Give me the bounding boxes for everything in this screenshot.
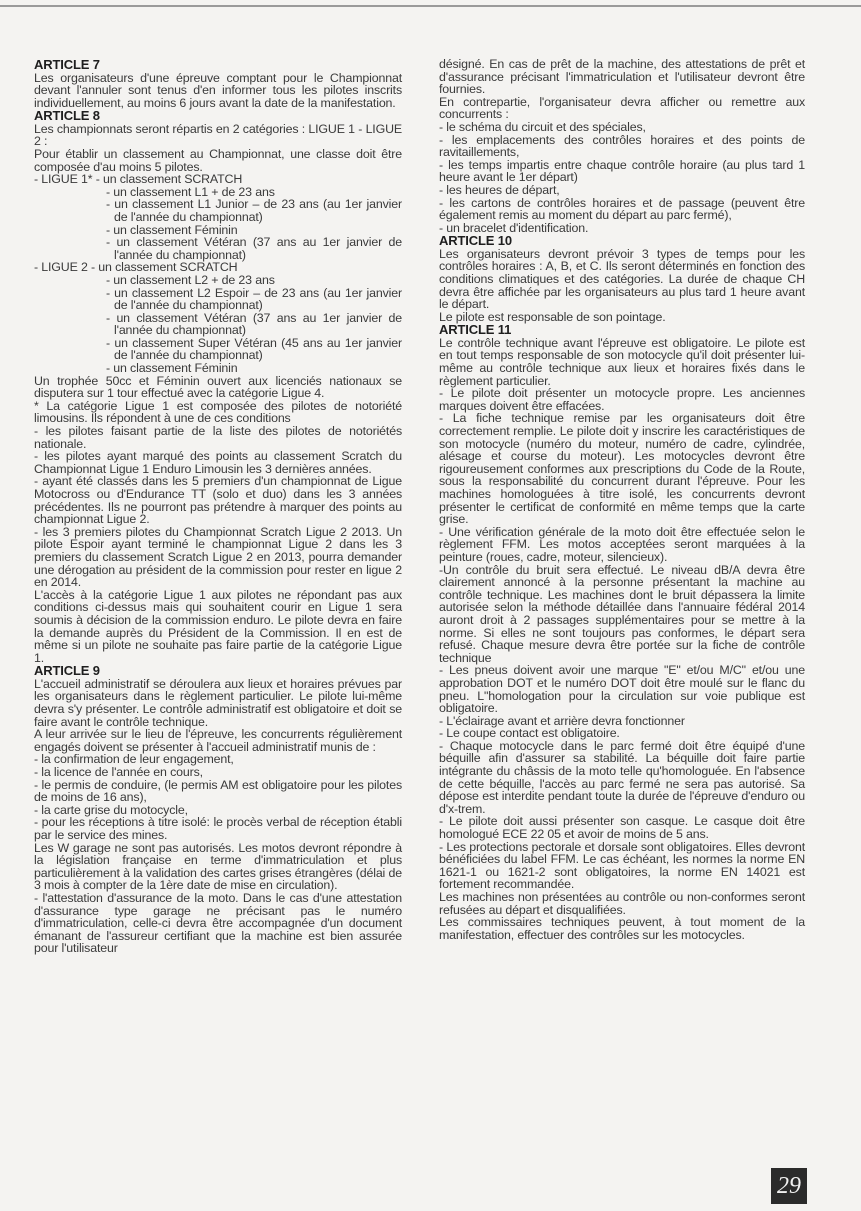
- article-9-title: ARTICLE 9: [34, 663, 100, 679]
- right-column: [439, 58, 805, 941]
- article-9-paragraph: - la licence de l'année en cours,: [34, 764, 203, 779]
- article-9-paragraph: - un bracelet d'identification.: [439, 220, 589, 235]
- article-9-paragraph: - le schéma du circuit et des spéciales,: [439, 119, 646, 134]
- article-8-paragraph: L'accès à la catégorie Ligue 1 aux pilotes ne répondant pas aux conditions ci-dessus mais qui souhaitent courir en Ligue 1 sera soumis à décision de la commission enduro. Le pilote devra en faire la demande auprès du Président de la Commission. Il en est de même si un pilote ne souhaite pas faire partie de la catégorie Ligue 1.: [34, 587, 402, 665]
- article-9-paragraph: Les W garage ne sont pas autorisés. Les motos devront répondre à la législation française en terme d'immatriculation et plus particulièrement à la validation des cartes grises étrangères (délai de 3 mois à compter de la 1ère date de mise en circulation).: [34, 840, 402, 893]
- page-number: 29: [771, 1168, 807, 1204]
- article-11-title: ARTICLE 11: [439, 322, 512, 338]
- article-9-paragraph: - l'attestation d'assurance de la moto. Dans le cas d'une attestation d'assurance type garage ne précisant pas le numéro d'immatriculation, celle-ci devra être accompagnée d'un document émanant de l'assureur certifiant que la machine est bien assurée pour l'utilisateur: [34, 890, 402, 956]
- article-11-paragraph: - Les pneus doivent avoir une marque "E" et/ou M/C" et/ou une approbation DOT et le numéro DOT doit être moulé sur le flanc du pneu. L"homologation pour la circulation sur voie publique est obligatoire.: [439, 663, 805, 716]
- ligue-1-item: - un classement L1 + de 23 ans: [106, 184, 275, 199]
- article-11-paragraph: - Les protections pectorale et dorsale sont obligatoires. Elles devront bénéficiées du label FFM. Le cas échéant, les normes la norme EN 1621-1 ou 1621-2 sont obligatoires, la norme EN 14021 est fortement recommandée.: [439, 839, 805, 892]
- article-9-paragraph: L'accueil administratif se déroulera aux lieux et horaires prévues par les organisateurs dans le règlement particulier. Le pilote lui-même devra s'y présenter. Le contrôle administratif est obligatoire et doit se faire avant le contrôle technique.: [34, 676, 402, 729]
- article-11-paragraph: - La fiche technique remise par les organisateurs doit être correctement remplie. Le pilote doit y inscrire les caractéristiques de son motocycle (numéro du moteur, numéro de cadre, cylindrée, alésage et course du moteur). Les motocycles devront être rigoureusement conformes aux prescriptions du Code de la Route, sous la responsabilité du concurrent durant l'épreuve. Pour les machines homologuées à titre isolé, les concurrents devront présenter le certificat de conformité en même temps que la carte grise.: [439, 411, 805, 527]
- article-11-paragraph: - Chaque motocycle dans le parc fermé doit être équipé d'une béquille afin d'assurer sa stabilité. La béquille doit faire partie intégrante du châssis de la moto telle qu'homologuée. En l'absence de cette béquille, l'accès au parc fermé ne sera pas autorisé. Sa dépose est interdite pendant toute la durée de l'épreuve d'enduro ou d'x-trem.: [439, 738, 805, 816]
- article-8-paragraph: - ayant été classés dans les 5 premiers d'un championnat de Ligue Motocross ou d'Endurance TT (solo et duo) dans les 3 années précédentes. Ils ne pourront pas prétendre à marquer des points au championnat Ligue 2.: [34, 474, 402, 527]
- article-8-paragraph: Un trophée 50cc et Féminin ouvert aux licenciés nationaux se disputera sur 1 tour effectué avec la catégorie Ligue 4.: [34, 373, 402, 401]
- ligue-2-item: - un classement L2 + de 23 ans: [106, 272, 275, 287]
- article-11-paragraph: -Un contrôle du bruit sera effectué. Le niveau dB/A devra être clairement annoncé à la personne présentant la machine au contrôle technique. Les machines dont le bruit dépassera la limite autorisée selon la méthode détaillée dans l'annuaire fédéral 2014 auront droit à 2 passages supplémentaires pour se mettre à la norme. Si elles ne sont toujours pas conformes, le départ sera refusé. Chaque mesure devra être portée sur la fiche de contrôle technique: [439, 562, 805, 665]
- ligue-1-heading: - LIGUE 1* - un classement SCRATCH: [34, 172, 243, 187]
- ligue-2-item: - un classement Féminin: [106, 361, 238, 376]
- article-8-paragraph: Les championnats seront répartis en 2 catégories : LIGUE 1 - LIGUE 2 :: [34, 121, 402, 149]
- article-11-paragraph: - Le pilote doit présenter un motocycle propre. Les anciennes marques doivent être effacées.: [439, 386, 805, 413]
- article-11-paragraph: - L'éclairage avant et arrière devra fonctionner: [439, 713, 685, 728]
- article-8-title: ARTICLE 8: [34, 108, 100, 124]
- article-10-paragraph: Les organisateurs devront prévoir 3 types de temps pour les contrôles horaires : A, B, et C. Ils seront déterminés en fonction des conditions climatiques et des catégories. La durée de chaque CH devra être affichée par les organisateurs au plus tard 1 heure avant le départ.: [439, 246, 805, 312]
- article-11-paragraph: Le contrôle technique avant l'épreuve est obligatoire. Le pilote est en tout temps responsable de son motocycle qu'il doit présenter lui-même au contrôle technique aux lieux et horaires fixés dans le règlement particulier.: [439, 335, 805, 388]
- article-8-paragraph: - les pilotes faisant partie de la liste des pilotes de notoriétés nationale.: [34, 424, 402, 451]
- article-11-paragraph: - Le pilote doit aussi présenter son casque. Le casque doit être homologué ECE 22 05 et avoir de moins de 5 ans.: [439, 814, 805, 842]
- article-7-title: ARTICLE 7: [34, 57, 100, 72]
- article-8-paragraph: * La catégorie Ligue 1 est composée des pilotes de notoriété limousins. Ils répondent à une de ces conditions: [34, 398, 402, 426]
- article-7-text: Les organisateurs d'une épreuve comptant pour le Championnat devant l'annuler sont tenus d'en informer tous les pilotes inscrits individuellement, au moins 6 jours avant la date de la manifestation.: [34, 70, 402, 110]
- article-11-paragraph: - Le coupe contact est obligatoire.: [439, 726, 620, 741]
- article-11-paragraph: - Une vérification générale de la moto doit être effectuée selon le règlement FFM. Les motos acceptées seront marquées à la peinture (roues, cadre, moteur, silencieux).: [439, 524, 805, 564]
- article-9-paragraph: - les emplacements des contrôles horaires et des points de ravitaillements,: [439, 132, 805, 160]
- article-8-paragraph: - les pilotes ayant marqué des points au classement Scratch du Championnat Ligue 1 Enduro Limousin les 3 dernières années.: [34, 449, 402, 476]
- article-8-paragraph: - les 3 premiers pilotes du Championnat Scratch Ligue 2 2013. Un pilote Espoir ayant terminé le championnat Ligue 2 dans les 3 premiers du classement Scratch Ligue 2 en 2013, pourra demander une dérogation au président de la commission pour rester en ligue 2 en 2014.: [34, 524, 402, 590]
- ligue-2-item: - un classement Vétéran (37 ans au 1er janvier de l'année du championnat): [106, 310, 402, 338]
- article-10-title: ARTICLE 10: [439, 233, 512, 249]
- article-9-paragraph: - les cartons de contrôles horaires et de passage (peuvent être également remis au moment du départ au parc fermé),: [439, 195, 805, 223]
- article-9-paragraph: - les heures de départ,: [439, 182, 560, 197]
- article-9-paragraph: A leur arrivée sur le lieu de l'épreuve, les concurrents régulièrement engagés doivent se présenter à l'accueil administratif munis de :: [34, 727, 402, 754]
- article-9-paragraph: En contrepartie, l'organisateur devra afficher ou remettre aux concurrents :: [439, 94, 805, 122]
- article-10-paragraph: Le pilote est responsable de son pointage.: [439, 309, 666, 324]
- article-9-paragraph: - les temps impartis entre chaque contrôle horaire (au plus tard 1 heure avant le 1er départ): [439, 157, 805, 185]
- left-column: [34, 58, 402, 955]
- ligue-1-item: - un classement L1 Junior – de 23 ans (au 1er janvier de l'année du championnat): [106, 197, 402, 224]
- ligue-2-item: - un classement L2 Espoir – de 23 ans (au 1er janvier de l'année du championnat): [106, 285, 402, 313]
- article-8-paragraph: Pour établir un classement au Championnat, une classe doit être composée d'au moins 5 pilotes.: [34, 146, 402, 174]
- ligue-2-heading: - LIGUE 2 - un classement SCRATCH: [34, 260, 238, 275]
- article-11-paragraph: Les machines non présentées au contrôle ou non-conformes seront refusées au départ et disqualifiées.: [439, 890, 805, 917]
- article-9-paragraph: - pour les réceptions à titre isolé: le procès verbal de réception établi par le service des mines.: [34, 815, 402, 842]
- ligue-1-item: - un classement Vétéran (37 ans au 1er janvier de l'année du championnat): [106, 235, 402, 262]
- ligue-1-item: - un classement Féminin: [106, 222, 238, 237]
- article-9-paragraph: - le permis de conduire, (le permis AM est obligatoire pour les pilotes de moins de 16 ans),: [34, 777, 402, 805]
- article-9-paragraph: désigné. En cas de prêt de la machine, des attestations de prêt et d'assurance précisant l'immatriculation et l'utilisateur devront être fournies.: [439, 57, 805, 97]
- article-9-paragraph: - la confirmation de leur engagement,: [34, 752, 234, 767]
- article-11-paragraph: Les commissaires techniques peuvent, à tout moment de la manifestation, effectuer des contrôles sur les motocycles.: [439, 915, 805, 942]
- article-9-paragraph: - la carte grise du motocycle,: [34, 802, 188, 817]
- top-rule: [0, 5, 861, 7]
- ligue-2-item: - un classement Super Vétéran (45 ans au 1er janvier de l'année du championnat): [106, 335, 402, 363]
